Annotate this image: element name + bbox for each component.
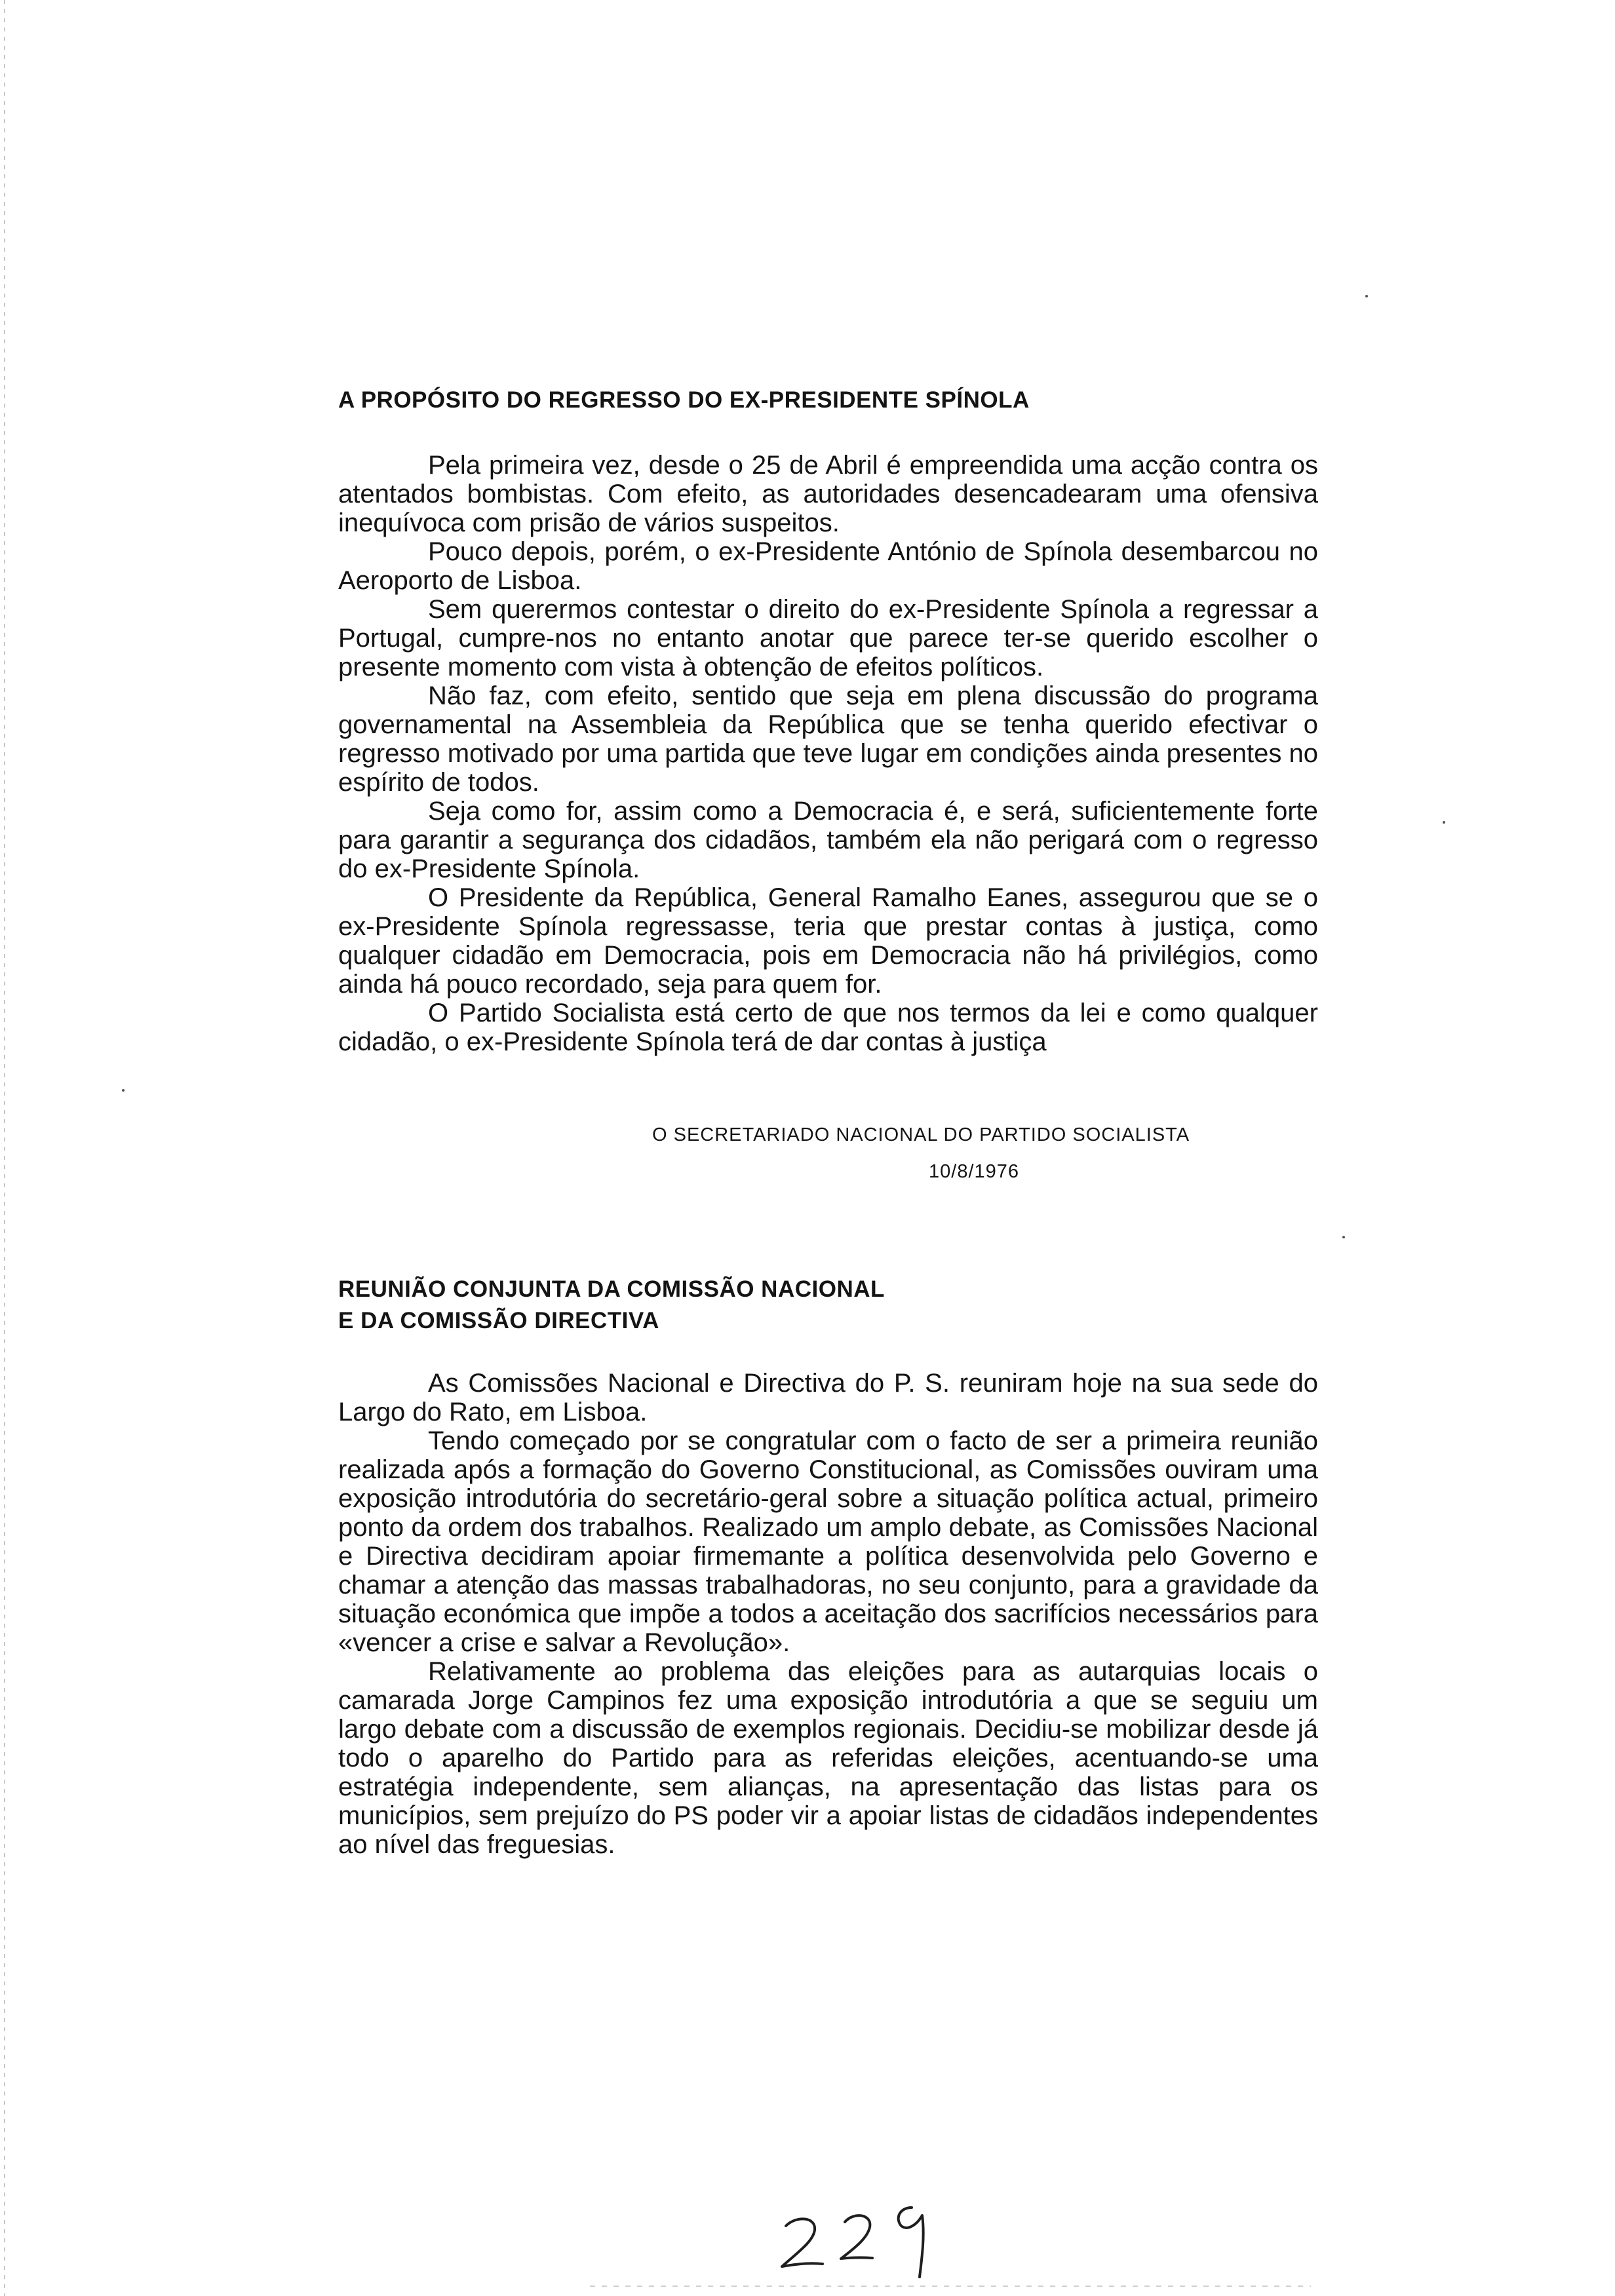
scan-speck: [1443, 821, 1445, 824]
article-2-paragraph: Tendo começado por se congratular com o facto de ser a primeira reunião realizada após a formação do Governo Constitucional, as Comissões ouviram uma exposição introdutória do secretário-geral sobre a situação política actual, primeiro ponto da ordem dos trabalhos. Realizado um amplo debate, as Comissões Nacional e Directiva decidiram apoiar firmemante a política desenvolvida pelo Governo e chamar a atenção das massas trabalhadoras, no seu conjunto, para a gravidade da situação económica que impõe a todos a aceitação dos sacrifícios necessários para «vencer a crise e salvar a Revolução».: [338, 1426, 1318, 1657]
handwritten-page-number: [777, 2198, 954, 2280]
article-1-title: A PROPÓSITO DO REGRESSO DO EX-PRESIDENTE SPÍNOLA: [338, 387, 1030, 413]
article-1-paragraph: Pela primeira vez, desde o 25 de Abril é empreendida uma acção contra os atentados bombistas. Com efeito, as autoridades desencadearam uma ofensiva inequívoca com prisão de vários suspeitos.: [338, 451, 1318, 537]
article-1-paragraph: Não faz, com efeito, sentido que seja em plena discussão do programa governamental na Assembleia da República que se tenha querido efectivar o regresso motivado por uma partida que teve lugar em condições ainda presentes no espírito de todos.: [338, 681, 1318, 797]
article-1-paragraph: O Partido Socialista está certo de que nos termos da lei e como qualquer cidadão, o ex-Presidente Spínola terá de dar contas à justiça: [338, 999, 1318, 1056]
article-1-paragraph: Pouco depois, porém, o ex-Presidente António de Spínola desembarcou no Aeroporto de Lisboa.: [338, 537, 1318, 595]
article-1: [338, 385, 1318, 416]
article-2-paragraph: Relativamente ao problema das eleições para as autarquias locais o camarada Jorge Campinos fez uma exposição introdutória a que se seguiu um largo debate com a discussão de exemplos regionais. Decidiu-se mobilizar desde já todo o aparelho do Partido para as referidas eleições, acentuando-se uma estratégia independente, sem alianças, na apresentação das listas para os municípios, sem prejuízo do PS poder vir a apoiar listas de cidadãos independentes ao nível das freguesias.: [338, 1657, 1318, 1859]
article-1-paragraph: Sem querermos contestar o direito do ex-Presidente Spínola a regressar a Portugal, cumpre-nos no entanto anotar que parece ter-se querido escolher o presente momento com vista à obtenção de efeitos políticos.: [338, 595, 1318, 681]
scan-left-edge: [4, 0, 5, 2296]
article-2-body: [338, 1369, 1318, 1859]
scan-speck: [1342, 1236, 1345, 1238]
scan-speck: [1365, 295, 1368, 297]
scan-bottom-edge: [590, 2286, 1311, 2287]
article-2-title-line-1: REUNIÃO CONJUNTA DA COMISSÃO NACIONAL: [338, 1276, 885, 1302]
scan-speck: [122, 1089, 125, 1092]
signature-date: 10/8/1976: [929, 1161, 1020, 1182]
signature: O SECRETARIADO NACIONAL DO PARTIDO SOCIALISTA: [652, 1124, 1190, 1145]
article-2: [338, 1274, 1318, 1337]
article-2-title-line-2: E DA COMISSÃO DIRECTIVA: [338, 1308, 659, 1333]
article-2-paragraph: As Comissões Nacional e Directiva do P. S. reuniram hoje na sua sede do Largo do Rato, em Lisboa.: [338, 1369, 1318, 1426]
article-1-paragraph: O Presidente da República, General Ramalho Eanes, assegurou que se o ex-Presidente Spínola regressasse, teria que prestar contas à justiça, como qualquer cidadão em Democracia, pois em Democracia não há privilégios, como ainda há pouco recordado, seja para quem for.: [338, 883, 1318, 999]
article-1-body: [338, 451, 1318, 1056]
article-1-paragraph: Seja como for, assim como a Democracia é, e será, suficientemente forte para garantir a segurança dos cidadãos, também ela não perigará com o regresso do ex-Presidente Spínola.: [338, 797, 1318, 883]
